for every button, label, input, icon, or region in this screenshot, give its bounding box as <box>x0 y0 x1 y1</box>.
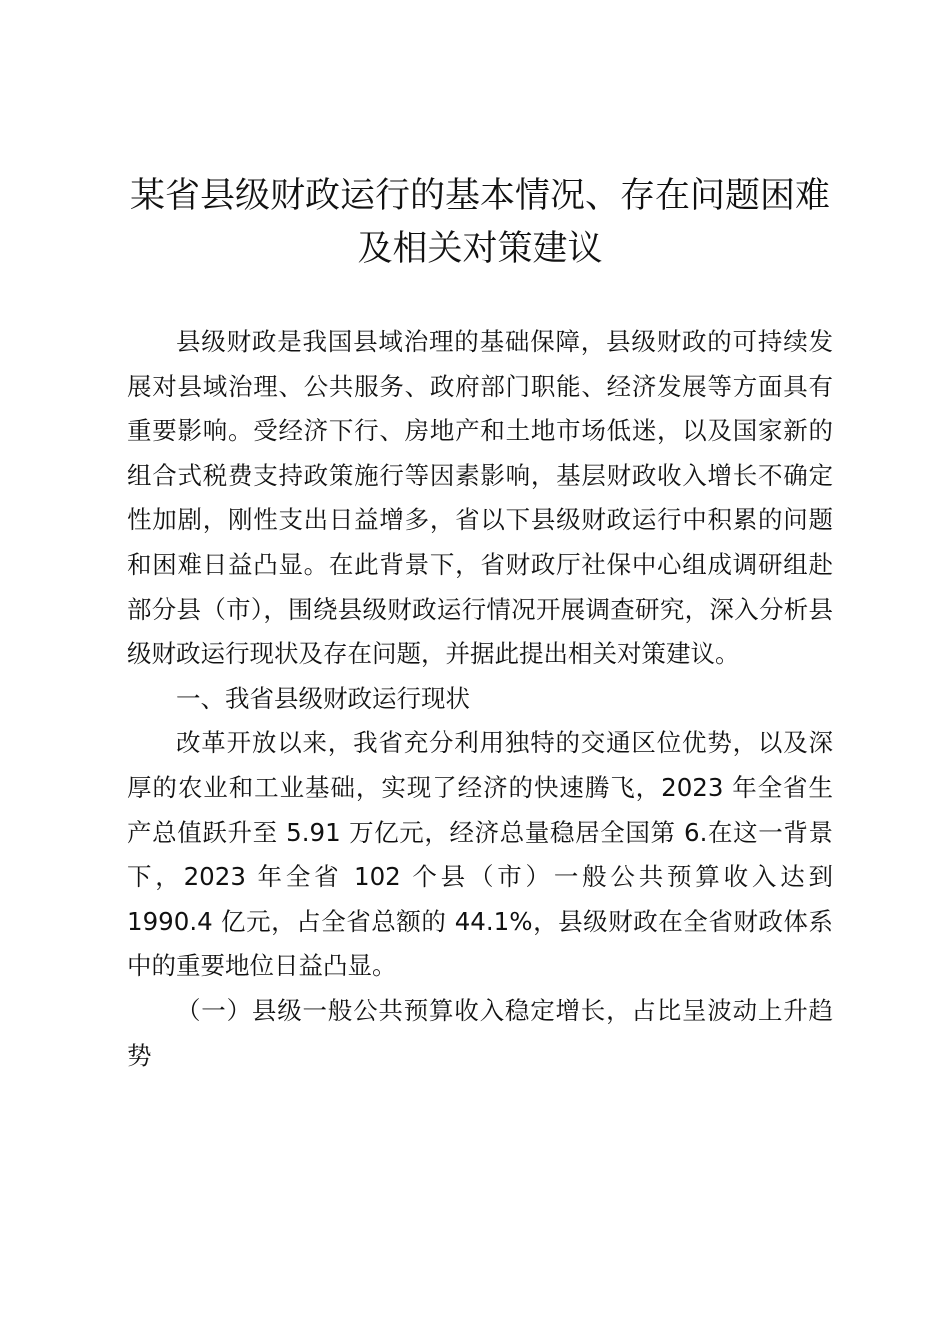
title-line-2: 及相关对策建议 <box>357 229 603 269</box>
subsection-heading-1: （一）县级一般公共预算收入稳定增长，占比呈波动上升趋势 <box>127 995 833 1070</box>
section-1-paragraph: 改革开放以来，我省充分利用独特的交通区位优势，以及深厚的农业和工业基础，实现了经济的快速腾飞，2023 年全省生产总值跃升至 5.91 万亿元，经济总量稳居全国第 6.在这一背景下，2023 年全省 102 个县（市）一般公共预算收入达到 1990.4 亿元，占全省总额的 44.1%，县级财政在全省财政体系中的重要地位日益凸显。 <box>127 728 833 981</box>
document-body <box>127 320 833 1078</box>
document-title <box>110 170 850 276</box>
section-heading-1: 一、我省县级财政运行现状 <box>176 683 470 713</box>
intro-paragraph: 县级财政是我国县域治理的基础保障，县级财政的可持续发展对县域治理、公共服务、政府部门职能、经济发展等方面具有重要影响。受经济下行、房地产和土地市场低迷，以及国家新的组合式税费支持政策施行等因素影响，基层财政收入增长不确定性加剧，刚性支出日益增多，省以下县级财政运行中积累的问题和困难日益凸显。在此背景下，省财政厅社保中心组成调研组赴部分县（市），围绕县级财政运行情况开展调查研究，深入分析县级财政运行现状及存在问题，并据此提出相关对策建议。 <box>127 327 833 669</box>
title-line-1: 某省县级财政运行的基本情况、存在问题困难 <box>129 176 830 216</box>
